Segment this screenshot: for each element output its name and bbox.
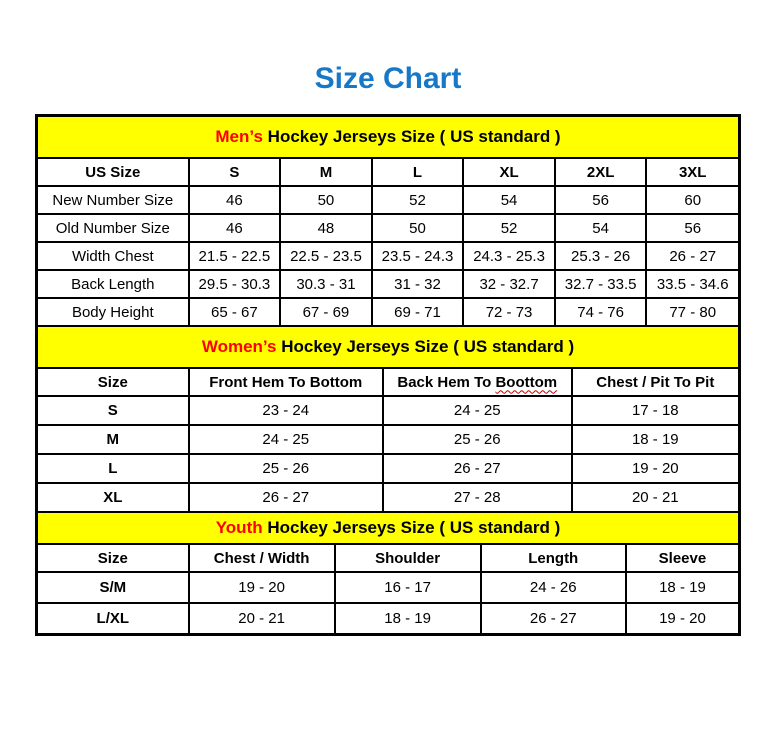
column-header: Shoulder — [335, 545, 481, 572]
size-value-cell: 69 - 71 — [372, 298, 464, 325]
header-text: Back Hem To — [397, 373, 496, 391]
size-value-cell: 46 — [189, 214, 281, 242]
size-value-cell: 20 - 21 — [572, 483, 738, 511]
mens-section-accent: Men’s — [215, 127, 268, 146]
size-value-cell: 29.5 - 30.3 — [189, 270, 281, 298]
size-value-cell: 25 - 26 — [189, 454, 383, 483]
size-value-cell: 16 - 17 — [335, 572, 481, 603]
size-value-cell: 21.5 - 22.5 — [189, 242, 281, 270]
column-header: XL — [463, 159, 555, 186]
size-value-cell: 48 — [280, 214, 372, 242]
table-row — [38, 396, 738, 425]
row-label: Back Length — [38, 270, 189, 298]
size-value-cell: 26 - 27 — [481, 603, 626, 633]
womens-section-title: Hockey Jerseys Size ( US standard ) — [281, 337, 575, 356]
mens-section-title: Hockey Jerseys Size ( US standard ) — [267, 127, 561, 146]
size-value-cell: 26 - 27 — [189, 483, 383, 511]
womens-size-table — [38, 369, 738, 511]
misspelled-word: Boottom — [495, 373, 558, 391]
row-label: L/XL — [38, 603, 189, 633]
size-value-cell: 50 — [280, 186, 372, 214]
table-row — [38, 298, 738, 325]
youth-section-header — [38, 511, 738, 545]
youth-size-table — [38, 545, 738, 633]
size-value-cell: 24 - 26 — [481, 572, 626, 603]
size-value-cell: 25 - 26 — [383, 425, 572, 454]
size-value-cell: 18 - 19 — [572, 425, 738, 454]
table-row — [38, 483, 738, 511]
size-value-cell: 31 - 32 — [372, 270, 464, 298]
size-value-cell: 56 — [646, 214, 738, 242]
column-header: Size — [38, 369, 189, 396]
size-value-cell: 56 — [555, 186, 647, 214]
size-value-cell: 20 - 21 — [189, 603, 335, 633]
table-row — [38, 572, 738, 603]
size-chart — [35, 114, 741, 636]
table-row — [38, 425, 738, 454]
header-row — [38, 369, 738, 396]
size-value-cell: 18 - 19 — [335, 603, 481, 633]
size-value-cell: 19 - 20 — [572, 454, 738, 483]
column-header: L — [372, 159, 464, 186]
size-value-cell: 19 - 20 — [626, 603, 738, 633]
size-value-cell: 72 - 73 — [463, 298, 555, 325]
size-value-cell: 19 - 20 — [189, 572, 335, 603]
column-header: M — [280, 159, 372, 186]
size-value-cell: 52 — [463, 214, 555, 242]
size-value-cell: 50 — [372, 214, 464, 242]
size-value-cell: 32.7 - 33.5 — [555, 270, 647, 298]
size-value-cell: 22.5 - 23.5 — [280, 242, 372, 270]
column-header — [383, 369, 572, 396]
size-value-cell: 77 - 80 — [646, 298, 738, 325]
womens-section-accent: Women’s — [201, 337, 282, 356]
size-value-cell: 74 - 76 — [555, 298, 647, 325]
table-row — [38, 214, 738, 242]
size-value-cell: 65 - 67 — [189, 298, 281, 325]
size-value-cell: 54 — [463, 186, 555, 214]
size-value-cell: 60 — [646, 186, 738, 214]
mens-size-table — [38, 159, 738, 325]
header-row — [38, 545, 738, 572]
table-row — [38, 270, 738, 298]
size-value-cell: 17 - 18 — [572, 396, 738, 425]
size-value-cell: 24 - 25 — [383, 396, 572, 425]
row-label: S — [38, 396, 189, 425]
size-value-cell: 24.3 - 25.3 — [463, 242, 555, 270]
size-value-cell: 23 - 24 — [189, 396, 383, 425]
table-row — [38, 242, 738, 270]
column-header: 3XL — [646, 159, 738, 186]
row-label: Width Chest — [38, 242, 189, 270]
size-value-cell: 52 — [372, 186, 464, 214]
size-value-cell: 24 - 25 — [189, 425, 383, 454]
size-value-cell: 67 - 69 — [280, 298, 372, 325]
size-value-cell: 26 - 27 — [383, 454, 572, 483]
column-header: Length — [481, 545, 626, 572]
column-header: 2XL — [555, 159, 647, 186]
size-value-cell: 32 - 32.7 — [463, 270, 555, 298]
column-header: Size — [38, 545, 189, 572]
row-label: New Number Size — [38, 186, 189, 214]
mens-section-header — [38, 117, 738, 159]
size-value-cell: 26 - 27 — [646, 242, 738, 270]
youth-section-title: Hockey Jerseys Size ( US standard ) — [267, 518, 561, 537]
size-value-cell: 33.5 - 34.6 — [646, 270, 738, 298]
size-value-cell: 25.3 - 26 — [555, 242, 647, 270]
column-header: Front Hem To Bottom — [189, 369, 383, 396]
size-value-cell: 46 — [189, 186, 281, 214]
table-row — [38, 186, 738, 214]
womens-section-header — [38, 325, 738, 369]
row-label: S/M — [38, 572, 189, 603]
page-title: Size Chart — [314, 62, 462, 95]
row-label: M — [38, 425, 189, 454]
youth-section-accent: Youth — [215, 518, 268, 537]
row-label: Old Number Size — [38, 214, 189, 242]
size-value-cell: 54 — [555, 214, 647, 242]
column-header: US Size — [38, 159, 189, 186]
row-label: XL — [38, 483, 189, 511]
table-row — [38, 454, 738, 483]
column-header: S — [189, 159, 281, 186]
column-header: Chest / Pit To Pit — [572, 369, 738, 396]
size-value-cell: 30.3 - 31 — [280, 270, 372, 298]
size-value-cell: 27 - 28 — [383, 483, 572, 511]
header-row — [38, 159, 738, 186]
size-value-cell: 23.5 - 24.3 — [372, 242, 464, 270]
column-header: Sleeve — [626, 545, 738, 572]
table-row — [38, 603, 738, 633]
row-label: L — [38, 454, 189, 483]
column-header: Chest / Width — [189, 545, 335, 572]
row-label: Body Height — [38, 298, 189, 325]
size-value-cell: 18 - 19 — [626, 572, 738, 603]
